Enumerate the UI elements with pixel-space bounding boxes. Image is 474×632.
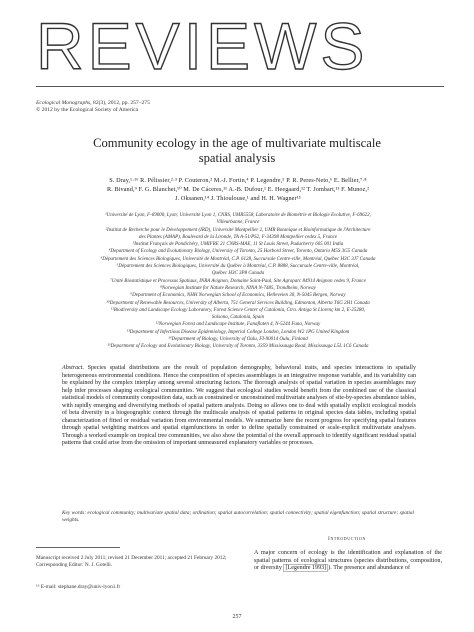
- author-list: [36, 176, 440, 203]
- section-heading: Introduction: [328, 536, 366, 542]
- author-line: R. Bivand,⁹ F. G. Blanchet,¹⁰ M. De Cáceres,¹¹ A.-B. Dufour,¹ E. Heegaard,¹² T. Jombart,¹³ F. Munoz,²: [106, 186, 370, 193]
- manuscript-footnote: Manuscript received 2 July 2011; revised 21 December 2011; accepted 21 February 2012; Corresponding Editor: N. J. Gotelli.: [36, 555, 227, 568]
- footnote-rule: [36, 547, 120, 548]
- abstract: [62, 365, 416, 448]
- keywords: [62, 510, 416, 524]
- banner-rule: [36, 86, 444, 87]
- copyright: © 2012 by the Ecological Society of America: [36, 107, 138, 113]
- affiliation-line: ⁴Department of Ecology and Evolutionary Biology, University of Toronto, 25 Harbord Street, Toronto, Ontario M5S 3G5 Canada: [108, 249, 368, 255]
- author-line: J. Oksanen,¹⁴ J. Thioulouse,¹ and H. H. Wagner¹⁵: [175, 195, 301, 202]
- keywords-text: ecological community; multivariate spatial data; ordination; spatial autocorrelation; spatial connectivity; spatial eigenfunction; spatial structure; spatial weights.: [62, 510, 415, 524]
- title-line: spatial analysis: [198, 151, 276, 165]
- abstract-label: Abstract.: [62, 365, 85, 371]
- affiliation-line: ¹Université de Lyon, F-69000, Lyon; Université Lyon 1, CNRS, UMR5558, Laboratoire de Biométrie et Biologie Evolutive, F-69622,: [105, 213, 371, 218]
- affiliation-line: ¹⁴Department of Biology, University of Oulu, FI-90014 Oulu, Finland: [168, 337, 308, 343]
- article-title: [40, 136, 434, 166]
- affiliation-line: Villeurbanne, France: [216, 220, 260, 226]
- affiliation-line: Solsona, Catalonia, Spain: [211, 315, 265, 321]
- keywords-label: Key words:: [62, 510, 87, 516]
- affiliation-line: ⁸Norwegian Institute for Nature Research, NINA N-7485, Trondheim, Norway: [160, 285, 316, 291]
- introduction-text: [254, 550, 442, 573]
- page-number: 257: [232, 614, 242, 620]
- affiliation-line: ⁵Département des Sciences Biologiques, Université de Montréal, C.P. 6128, Succursale Centre-ville, Montréal, Québec H3C 3J7 Canada: [100, 256, 376, 262]
- citation-details: , 82(3), 2012, pp. 257–275: [90, 100, 150, 106]
- affiliation-line: ¹⁰Department of Renewable Resources, University of Alberta, 751 General Services Building, Edmonton, Alberta T6G 2H1 Canada: [106, 300, 370, 306]
- journal-name: Ecological Monographs: [36, 100, 91, 106]
- affiliation-line: des Plantes (AMAP), Boulevard de la Lironde, TA A-51/PS2, F-34398 Montpellier cedex 5, France: [138, 234, 338, 240]
- affiliation-line: ²Institut de Recherche pour le Développement (IRD), Université Montpellier 2, UMR Botanique et Bioinformatique de l'Architecture: [105, 227, 371, 233]
- affiliation-line: Québec H3C 3P8 Canada: [211, 271, 265, 277]
- affiliation-line: ¹²Norwegian Forest and Landscape Institute, Fanaflaten 4, N-5244 Fana, Norway: [155, 322, 321, 328]
- citation: [36, 100, 150, 114]
- affiliation-line: ¹³Department of Infectious Disease Epidemiology, Imperial College London, London W2 1PG United Kingdom: [126, 329, 350, 335]
- email-footnote: ¹⁶ E-mail: stephane.dray@univ-lyon1.fr: [36, 584, 121, 590]
- affiliation-line: ⁹Department of Economics, NHH Norwegian School of Economics, Helleveien 30, N-5045 Bergen, Norway: [130, 293, 346, 299]
- journal-banner: REVIEWS: [36, 9, 369, 83]
- affiliation-line: ¹⁵Department of Ecology and Evolutionary Biology, University of Toronto, 3359 Mississauga Road, Mississauga L5L 1C6 Canada: [107, 344, 369, 350]
- affiliation-line: ³Institut Français de Pondichéry, UMIFRE 21 CNRS-MAE, 11 St Louis Street, Puducherry 605 001 India: [132, 242, 344, 248]
- abstract-text: Species spatial distributions are the result of population demography, behavioral traits, and species interactions in spatially heterogeneous environmental conditions. Hence the composition of species assemblages is an integrative response variable, and its variability can be explained by the complex interplay among several structuring factors. The thorough analysis of spatial variation in species assemblages may help infer processes shaping ecological communities. We suggest that ecological studies would benefit from the combined use of the classical statistical models of community composition data, such as constrained or unconstrained multivariate analyses of site-by-species abundance tables, with rapidly emerging and diversifying methods of spatial pattern analysis. Doing so allows one to deal with spatially explicit ecological models of beta diversity in a biogeographic context through the multiscale analysis of spatial patterns in original species data tables, including spatial characterization of fitted or residual variation from environmental models. We summarize here the recent progress for specifying spatial features through spatial weighting matrices and spatial eigenfunctions in order to define spatially constrained or scale-explicit multivariate analyses. Through a worked example on tropical tree communities, we also show the potential of the overall approach to identify significant residual spatial patterns that could arise from the omission of important unmeasured explanatory variables or processes.: [62, 365, 416, 447]
- title-line: Community ecology in the age of multivariate multiscale: [93, 136, 381, 150]
- citation-link[interactable]: [Legendre 1993]: [285, 565, 327, 572]
- affiliation-line: ⁶Département des Sciences Biologiques, Université du Québec à Montréal, C.P. 8888, Succursale Centre-ville, Montréal,: [116, 264, 360, 270]
- affiliation-list: [36, 212, 440, 351]
- affiliation-line: ⁷Unité Biostatistique et Processus Spatiaux, INRA Avignon, Domaine Saint-Paul, Site Agroparc 84914 Avignon cedex 9, France: [110, 278, 366, 284]
- author-line: S. Dray,¹·¹⁶ R. Pélissier,²·³ P. Couteron,² M.-J. Fortin,⁴ P. Legendre,⁵ P. R. Peres-Neto,⁶ E. Bellier,⁷·⁸: [109, 177, 367, 184]
- intro-text-continued: ). The presence and abundance of: [328, 565, 411, 572]
- intro-text: A major concern of ecology is the identification and explanation of the spatial patterns of ecological structures (species distributions, composition, or diversity: [254, 550, 442, 572]
- affiliation-line: ¹¹Biodiversity and Landscape Ecology Laboratory, Forest Science Center of Catalonia, Ctra. Antiga St Llorenç km 2, E-25280,: [110, 307, 366, 313]
